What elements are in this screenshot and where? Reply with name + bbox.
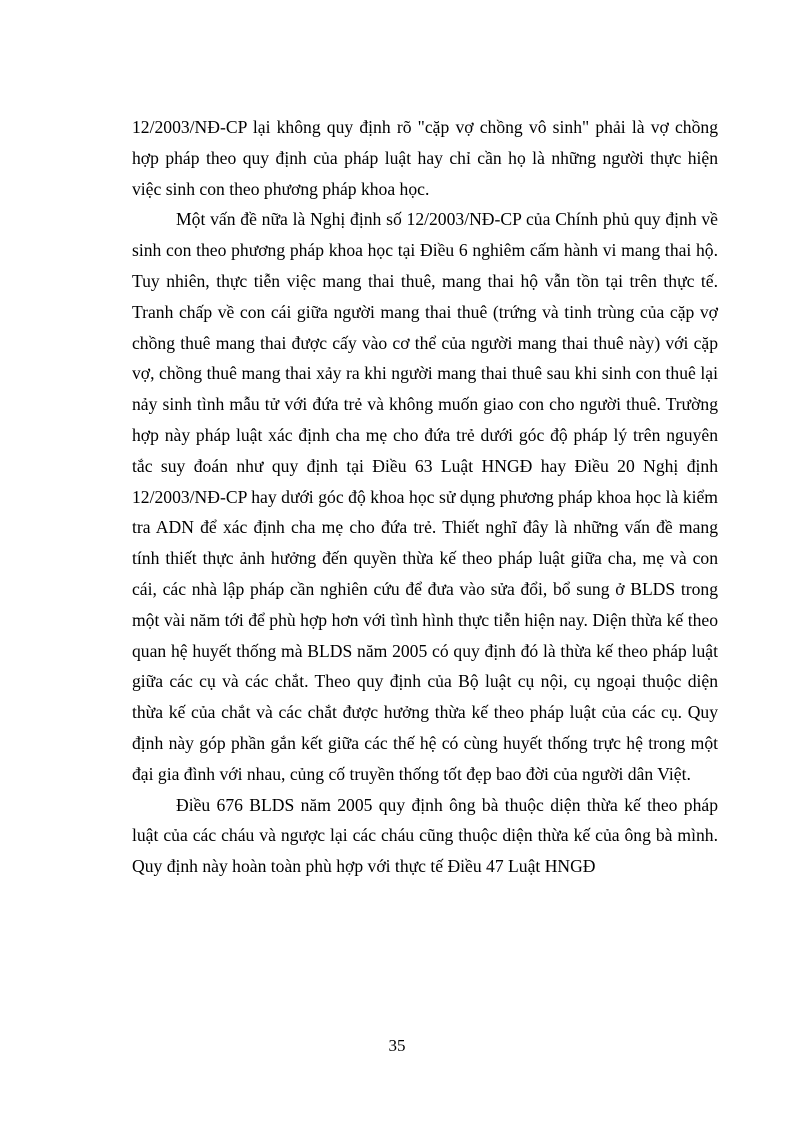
paragraph-1: 12/2003/NĐ-CP lại không quy định rõ "cặp vợ chồng vô sinh" phải là vợ chồng hợp pháp theo quy định của pháp luật hay chỉ cần họ là những người thực hiện việc sinh con theo phương pháp khoa học. xyxy=(132,117,718,199)
paragraph-3: Điều 676 BLDS năm 2005 quy định ông bà thuộc diện thừa kế theo pháp luật của các cháu và ngược lại các cháu cũng thuộc diện thừa kế của ông bà mình. Quy định này hoàn toàn phù hợp với thực tế Điều 47 Luật HNGĐ xyxy=(132,794,718,877)
page-number: 35 xyxy=(388,1036,406,1055)
paragraph-2: Một vấn đề nữa là Nghị định số 12/2003/NĐ-CP của Chính phủ quy định về sinh con theo phương pháp khoa học tại Điều 6 nghiêm cấm hành vi mang thai hộ. Tuy nhiên, thực tiễn việc mang thai thuê, mang thai hộ vẫn tồn tại trên thực tế. Tranh chấp về con cái giữa người mang thai thuê (trứng và tinh trùng của cặp vợ chồng thuê mang thai được cấy vào cơ thể của người mang thai thuê này) với cặp vợ, chồng thuê mang thai xảy ra khi người mang thai thuê sau khi sinh con thuê lại nảy sinh tình mẫu tử với đứa trẻ và không muốn giao con cho người thuê. Trường hợp này pháp luật xác định cha mẹ cho đứa trẻ dưới góc độ pháp lý trên nguyên tắc suy đoán như quy định tại Điều 63 Luật HNGĐ hay Điều 20 Nghị định 12/2003/NĐ-CP hay dưới góc độ khoa học sử dụng phương pháp khoa học là kiểm tra ADN để xác định cha mẹ cho đứa trẻ. Thiết nghĩ đây là những vấn đề mang tính thiết thực ảnh hưởng đến quyền thừa kế theo pháp luật giữa cha, mẹ và con cái, các nhà lập pháp cần nghiên cứu để đưa vào sửa đổi, bổ sung ở BLDS trong một vài năm tới để phù hợp hơn với tình hình thực tiễn hiện nay. Diện thừa kế theo quan hệ huyết thống mà BLDS năm 2005 có quy định đó là thừa kế theo pháp luật giữa các cụ và các chắt. Theo quy định của Bộ luật cụ nội, cụ ngoại thuộc diện thừa kế của chắt và các chắt được hưởng thừa kế theo pháp luật của các cụ. Quy định này góp phần gắn kết giữa các thế hệ có cùng huyết thống trực hệ trong một đại gia đình với nhau, củng cố truyền thống tốt đẹp bao đời của người dân Việt. xyxy=(132,209,718,784)
body-text xyxy=(132,112,718,882)
